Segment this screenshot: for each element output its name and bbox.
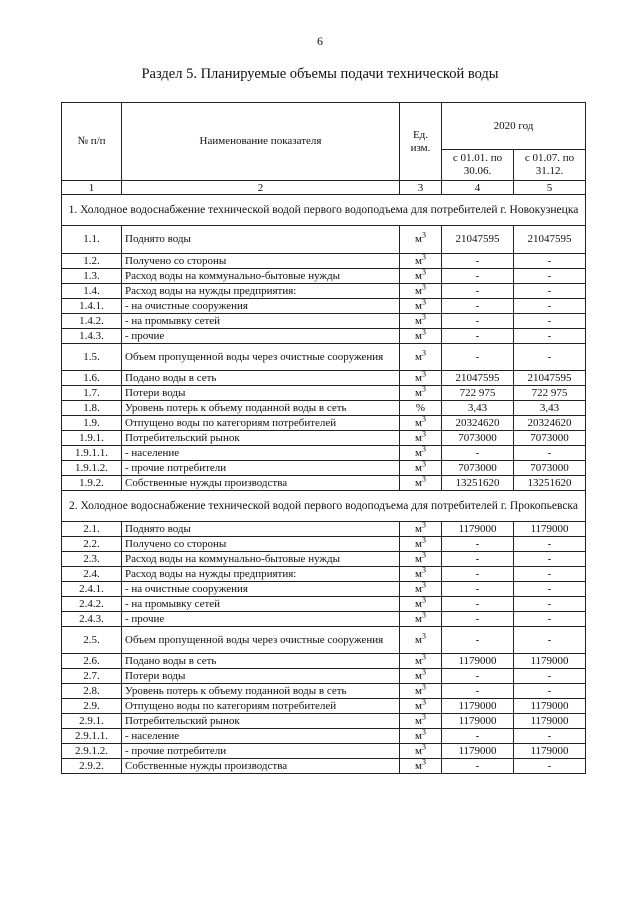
unit-superscript: 3 <box>421 711 426 721</box>
indicator-name: Объем пропущенной воды через очистные сооружения <box>122 344 400 371</box>
table-row <box>62 699 586 714</box>
row-number: 1.6. <box>62 371 122 386</box>
value-period-2: 13251620 <box>514 476 586 491</box>
unit: м <box>415 371 422 384</box>
unit: м <box>415 612 422 625</box>
unit: м <box>415 729 422 742</box>
column-numbers-row <box>62 181 586 195</box>
table-row <box>62 522 586 537</box>
indicator-name: Расход воды на коммунально-бытовые нужды <box>122 552 400 567</box>
unit: м <box>415 567 422 580</box>
unit-cell <box>400 344 442 371</box>
row-number: 2.9.1. <box>62 714 122 729</box>
value-period-1: - <box>442 329 514 344</box>
unit-cell <box>400 473 442 491</box>
table-row <box>62 567 586 582</box>
unit-cell <box>400 401 442 416</box>
column-number: 3 <box>400 181 442 195</box>
unit-cell <box>400 594 442 612</box>
value-period-2: - <box>514 537 586 552</box>
unit-superscript: 3 <box>421 756 426 766</box>
row-number: 2.2. <box>62 537 122 552</box>
row-number: 1.9.2. <box>62 476 122 491</box>
value-period-2: - <box>514 567 586 582</box>
unit-cell <box>400 226 442 254</box>
unit-superscript: 3 <box>421 609 426 619</box>
value-period-2: - <box>514 299 586 314</box>
unit-cell <box>400 627 442 654</box>
indicator-name: - прочие <box>122 329 400 344</box>
row-number: 2.4.1. <box>62 582 122 597</box>
unit: м <box>415 461 422 474</box>
unit: м <box>415 552 422 565</box>
value-period-1: 1179000 <box>442 714 514 729</box>
unit-superscript: 3 <box>421 630 426 640</box>
unit-cell <box>400 311 442 329</box>
unit-cell <box>400 383 442 401</box>
value-period-1: - <box>442 669 514 684</box>
row-number: 1.9.1. <box>62 431 122 446</box>
row-number: 2.8. <box>62 684 122 699</box>
header-unit: Ед. изм. <box>400 103 442 181</box>
unit-superscript: 3 <box>421 473 426 483</box>
table-row <box>62 329 586 344</box>
value-period-1: - <box>442 627 514 654</box>
unit-superscript: 3 <box>421 368 426 378</box>
table-row <box>62 729 586 744</box>
unit: м <box>415 684 422 697</box>
unit-superscript: 3 <box>421 311 426 321</box>
unit: м <box>415 669 422 682</box>
unit-superscript: 3 <box>421 534 426 544</box>
table-row <box>62 714 586 729</box>
unit-superscript: 3 <box>421 549 426 559</box>
indicator-name: - прочие <box>122 612 400 627</box>
unit-superscript: 3 <box>421 579 426 589</box>
table-row <box>62 344 586 371</box>
value-period-1: - <box>442 612 514 627</box>
row-number: 2.4.3. <box>62 612 122 627</box>
value-period-1: 1179000 <box>442 522 514 537</box>
group-header-row <box>62 491 586 522</box>
indicator-name: - население <box>122 729 400 744</box>
unit-cell <box>400 368 442 386</box>
unit-superscript: 3 <box>421 651 426 661</box>
indicator-name: Получено со стороны <box>122 254 400 269</box>
unit: м <box>415 299 422 312</box>
value-period-1: - <box>442 684 514 699</box>
unit-cell <box>400 609 442 627</box>
unit: м <box>415 314 422 327</box>
value-period-1: - <box>442 254 514 269</box>
table-row <box>62 582 586 597</box>
unit-superscript: 3 <box>421 443 426 453</box>
indicator-name: Поднято воды <box>122 522 400 537</box>
indicator-name: Подано воды в сеть <box>122 654 400 669</box>
row-number: 1.5. <box>62 344 122 371</box>
unit-cell <box>400 281 442 299</box>
unit: м <box>415 759 422 772</box>
value-period-1: 722 975 <box>442 386 514 401</box>
unit-superscript: 3 <box>421 266 426 276</box>
value-period-1: - <box>442 446 514 461</box>
row-number: 2.3. <box>62 552 122 567</box>
table-row <box>62 431 586 446</box>
table-row <box>62 269 586 284</box>
value-period-1: - <box>442 537 514 552</box>
row-number: 2.7. <box>62 669 122 684</box>
indicator-name: Объем пропущенной воды через очистные сооружения <box>122 627 400 654</box>
value-period-1: 3,43 <box>442 401 514 416</box>
value-period-2: - <box>514 269 586 284</box>
value-period-1: 21047595 <box>442 226 514 254</box>
unit-superscript: 3 <box>421 428 426 438</box>
value-period-1: - <box>442 729 514 744</box>
header-name: Наименование показателя <box>122 103 400 181</box>
value-period-1: 13251620 <box>442 476 514 491</box>
row-number: 2.1. <box>62 522 122 537</box>
unit-cell <box>400 651 442 669</box>
indicator-name: - прочие потребители <box>122 744 400 759</box>
row-number: 2.9.1.1. <box>62 729 122 744</box>
unit: м <box>415 699 422 712</box>
water-supply-table <box>61 102 586 774</box>
row-number: 2.4. <box>62 567 122 582</box>
indicator-name: Получено со стороны <box>122 537 400 552</box>
value-period-1: 21047595 <box>442 371 514 386</box>
indicator-name: Собственные нужды производства <box>122 759 400 774</box>
section-title: Раздел 5. Планируемые объемы подачи технической воды <box>141 66 499 82</box>
unit-cell <box>400 266 442 284</box>
table-row <box>62 537 586 552</box>
row-number: 2.9.1.2. <box>62 744 122 759</box>
unit-cell <box>400 756 442 774</box>
unit: м <box>415 476 422 489</box>
unit-cell <box>400 564 442 582</box>
column-number: 1 <box>62 181 122 195</box>
table-row <box>62 654 586 669</box>
indicator-name: Уровень потерь к объему поданной воды в сеть <box>122 684 400 699</box>
unit: м <box>415 537 422 550</box>
group-title: 2. Холодное водоснабжение технической водой первого водоподъема для потребителей г. Прокопьевска <box>62 491 586 522</box>
value-period-2: - <box>514 446 586 461</box>
value-period-1: - <box>442 759 514 774</box>
value-period-1: - <box>442 597 514 612</box>
indicator-name: Уровень потерь к объему поданной воды в сеть <box>122 401 400 416</box>
unit: м <box>415 446 422 459</box>
unit-superscript: 3 <box>421 726 426 736</box>
row-number: 1.7. <box>62 386 122 401</box>
row-number: 1.2. <box>62 254 122 269</box>
value-period-2: 21047595 <box>514 226 586 254</box>
table-row <box>62 461 586 476</box>
unit: м <box>415 633 422 646</box>
table-row <box>62 759 586 774</box>
indicator-name: Расход воды на нужды предприятия: <box>122 284 400 299</box>
indicator-name: Собственные нужды производства <box>122 476 400 491</box>
value-period-2: 1179000 <box>514 654 586 669</box>
unit-superscript: 3 <box>421 458 426 468</box>
unit-cell <box>400 296 442 314</box>
value-period-2: 7073000 <box>514 431 586 446</box>
indicator-name: Потребительский рынок <box>122 431 400 446</box>
row-number: 1.9.1.2. <box>62 461 122 476</box>
indicator-name: - прочие потребители <box>122 461 400 476</box>
value-period-2: - <box>514 314 586 329</box>
unit-superscript: 3 <box>421 741 426 751</box>
unit: м <box>415 350 422 363</box>
unit-superscript: 3 <box>421 281 426 291</box>
value-period-2: - <box>514 669 586 684</box>
table-row <box>62 416 586 431</box>
table-row <box>62 446 586 461</box>
indicator-name: - на очистные сооружения <box>122 299 400 314</box>
unit-cell <box>400 666 442 684</box>
table-row <box>62 684 586 699</box>
unit: м <box>415 254 422 267</box>
unit: м <box>415 582 422 595</box>
value-period-1: - <box>442 314 514 329</box>
value-period-2: 1179000 <box>514 744 586 759</box>
unit: м <box>415 284 422 297</box>
indicator-name: Расход воды на коммунально-бытовые нужды <box>122 269 400 284</box>
table-row <box>62 254 586 269</box>
value-period-2: 1179000 <box>514 714 586 729</box>
row-number: 1.4. <box>62 284 122 299</box>
indicator-name: Поднято воды <box>122 226 400 254</box>
value-period-2: - <box>514 329 586 344</box>
unit: м <box>415 714 422 727</box>
unit-cell <box>400 711 442 729</box>
value-period-2: - <box>514 684 586 699</box>
header-period-1: с 01.01. по 30.06. <box>442 150 514 181</box>
indicator-name: Отпущено воды по категориям потребителей <box>122 699 400 714</box>
indicator-name: Потери воды <box>122 386 400 401</box>
unit: м <box>415 431 422 444</box>
value-period-1: - <box>442 582 514 597</box>
group-title: 1. Холодное водоснабжение технической водой первого водоподъема для потребителей г. Новокузнецка <box>62 195 586 226</box>
value-period-1: - <box>442 567 514 582</box>
value-period-1: 1179000 <box>442 654 514 669</box>
unit-superscript: 3 <box>421 564 426 574</box>
table-row <box>62 284 586 299</box>
row-number: 1.9.1.1. <box>62 446 122 461</box>
table-row <box>62 299 586 314</box>
value-period-2: 722 975 <box>514 386 586 401</box>
column-number: 5 <box>514 181 586 195</box>
value-period-2: - <box>514 729 586 744</box>
value-period-2: 1179000 <box>514 699 586 714</box>
row-number: 2.9. <box>62 699 122 714</box>
value-period-1: 7073000 <box>442 431 514 446</box>
column-number: 2 <box>122 181 400 195</box>
unit-superscript: 3 <box>421 519 426 529</box>
row-number: 1.3. <box>62 269 122 284</box>
indicator-name: Подано воды в сеть <box>122 371 400 386</box>
value-period-2: - <box>514 254 586 269</box>
table-row <box>62 386 586 401</box>
unit-cell <box>400 549 442 567</box>
unit-cell <box>400 458 442 476</box>
table-row <box>62 612 586 627</box>
unit-cell <box>400 741 442 759</box>
row-number: 2.6. <box>62 654 122 669</box>
value-period-1: 1179000 <box>442 744 514 759</box>
unit-cell <box>400 696 442 714</box>
unit-cell <box>400 681 442 699</box>
unit: м <box>415 416 422 429</box>
table-body <box>62 103 586 774</box>
value-period-2: 20324620 <box>514 416 586 431</box>
table-row <box>62 744 586 759</box>
unit-cell <box>400 579 442 597</box>
value-period-2: - <box>514 284 586 299</box>
column-number: 4 <box>442 181 514 195</box>
indicator-name: - на очистные сооружения <box>122 582 400 597</box>
value-period-1: - <box>442 299 514 314</box>
unit-superscript: 3 <box>421 347 426 357</box>
unit-superscript: 3 <box>421 251 426 261</box>
header-num: № п/п <box>62 103 122 181</box>
value-period-1: - <box>442 552 514 567</box>
value-period-2: 3,43 <box>514 401 586 416</box>
indicator-name: Расход воды на нужды предприятия: <box>122 567 400 582</box>
row-number: 1.8. <box>62 401 122 416</box>
table-row <box>62 597 586 612</box>
unit-cell <box>400 428 442 446</box>
unit-cell <box>400 519 442 537</box>
value-period-2: 21047595 <box>514 371 586 386</box>
unit: м <box>415 269 422 282</box>
value-period-1: - <box>442 284 514 299</box>
unit: м <box>415 329 422 342</box>
indicator-name: Потребительский рынок <box>122 714 400 729</box>
unit-cell <box>400 251 442 269</box>
table-row <box>62 476 586 491</box>
unit-superscript: 3 <box>421 296 426 306</box>
row-number: 1.4.2. <box>62 314 122 329</box>
unit-cell <box>400 726 442 744</box>
unit: м <box>415 744 422 757</box>
value-period-2: - <box>514 612 586 627</box>
row-number: 1.9. <box>62 416 122 431</box>
unit-superscript: 3 <box>421 326 426 336</box>
value-period-1: 20324620 <box>442 416 514 431</box>
value-period-2: 1179000 <box>514 522 586 537</box>
table-row <box>62 627 586 654</box>
indicator-name: - население <box>122 446 400 461</box>
value-period-1: 7073000 <box>442 461 514 476</box>
indicator-name: Потери воды <box>122 669 400 684</box>
unit-superscript: 3 <box>421 230 426 240</box>
row-number: 2.9.2. <box>62 759 122 774</box>
unit-cell <box>400 443 442 461</box>
unit: м <box>415 597 422 610</box>
row-number: 2.4.2. <box>62 597 122 612</box>
unit: м <box>415 522 422 535</box>
header-period-2: с 01.07. по 31.12. <box>514 150 586 181</box>
value-period-2: - <box>514 582 586 597</box>
header-year: 2020 год <box>442 103 586 150</box>
unit: м <box>415 386 422 399</box>
table-row <box>62 669 586 684</box>
unit: м <box>415 233 422 245</box>
unit-cell <box>400 326 442 344</box>
unit-cell <box>400 413 442 431</box>
table-row <box>62 371 586 386</box>
unit-superscript: 3 <box>421 594 426 604</box>
row-number: 1.4.3. <box>62 329 122 344</box>
value-period-1: - <box>442 344 514 371</box>
table-row <box>62 226 586 254</box>
row-number: 2.5. <box>62 627 122 654</box>
table-row <box>62 314 586 329</box>
table-row <box>62 552 586 567</box>
value-period-2: - <box>514 597 586 612</box>
value-period-1: - <box>442 269 514 284</box>
unit: % <box>415 401 426 414</box>
unit-superscript: 3 <box>421 383 426 393</box>
unit-superscript: 3 <box>421 666 426 676</box>
indicator-name: Отпущено воды по категориям потребителей <box>122 416 400 431</box>
indicator-name: - на промывку сетей <box>122 314 400 329</box>
row-number: 1.4.1. <box>62 299 122 314</box>
unit: м <box>415 654 422 667</box>
value-period-2: - <box>514 759 586 774</box>
unit-superscript: 3 <box>421 681 426 691</box>
table-row <box>62 401 586 416</box>
value-period-2: - <box>514 552 586 567</box>
header-row <box>62 103 586 150</box>
unit-superscript: 3 <box>421 696 426 706</box>
value-period-1: 1179000 <box>442 699 514 714</box>
value-period-2: - <box>514 627 586 654</box>
page-number: 6 <box>317 34 323 48</box>
indicator-name: - на промывку сетей <box>122 597 400 612</box>
group-header-row <box>62 195 586 226</box>
row-number: 1.1. <box>62 226 122 254</box>
unit-cell <box>400 534 442 552</box>
value-period-2: 7073000 <box>514 461 586 476</box>
unit-superscript: 3 <box>421 413 426 423</box>
value-period-2: - <box>514 344 586 371</box>
